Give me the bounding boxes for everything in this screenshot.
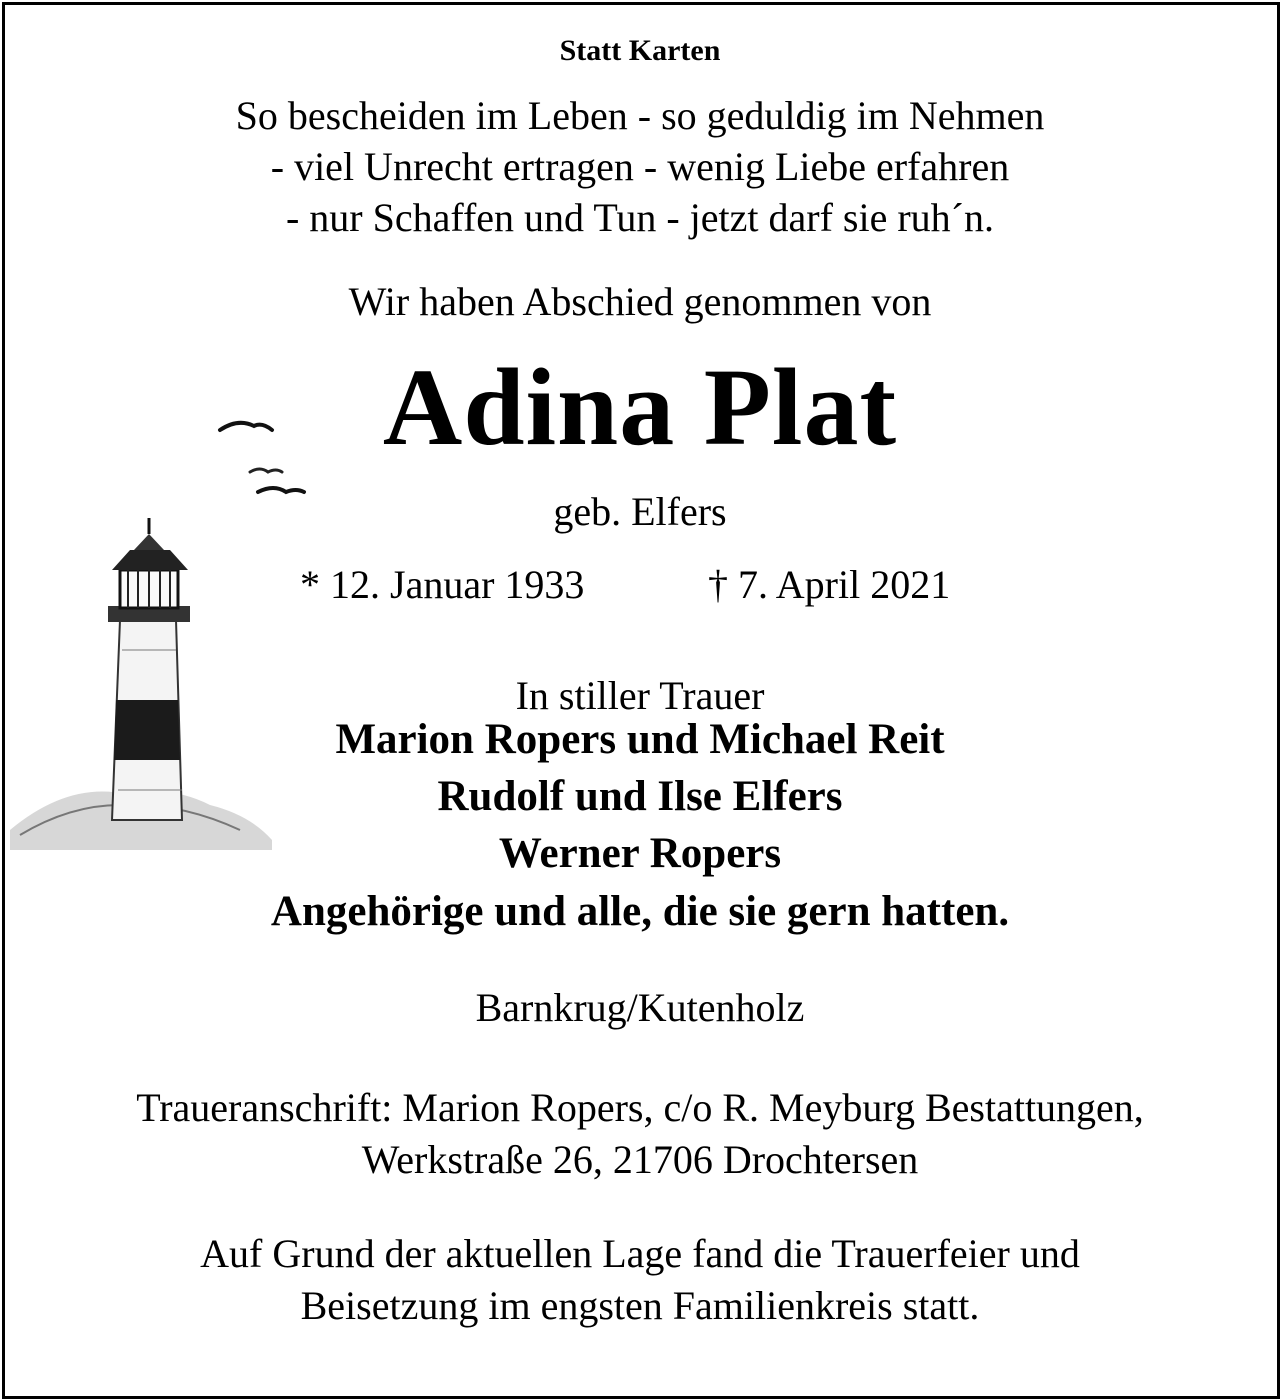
maiden-name: geb. Elfers: [553, 489, 727, 534]
note-line-2: Beisetzung im engsten Familienkreis statt.: [300, 1283, 980, 1328]
lighthouse-icon: [10, 410, 310, 870]
mourning-line: In stiller Trauer: [515, 673, 765, 718]
note-line-1: Auf Grund der aktuellen Lage fand die Trauerfeier und: [200, 1231, 1080, 1276]
poem-line-1: So bescheiden im Leben - so geduldig im Nehmen: [235, 93, 1045, 138]
birds-icon: [220, 423, 304, 492]
death-date: † 7. April 2021: [708, 562, 951, 607]
poem-line-2: - viel Unrecht ertragen - wenig Liebe erfahren: [270, 144, 1010, 189]
mourner-1: Marion Ropers und Michael Reit: [335, 716, 945, 763]
farewell-intro: Wir haben Abschied genommen von: [348, 279, 932, 324]
place: Barnkrug/Kutenholz: [475, 985, 805, 1030]
mourner-4: Angehörige und alle, die sie gern hatten.: [270, 888, 1010, 935]
header-statt-karten: Statt Karten: [559, 34, 721, 67]
birth-date: * 12. Januar 1933: [300, 562, 585, 607]
mourner-3: Werner Ropers: [498, 830, 782, 877]
address-line-1: Traueranschrift: Marion Ropers, c/o R. Meyburg Bestattungen,: [136, 1085, 1144, 1130]
address-line-2: Werkstraße 26, 21706 Drochtersen: [361, 1137, 919, 1182]
deceased-name: Adina Plat: [382, 346, 898, 468]
poem-line-3: - nur Schaffen und Tun - jetzt darf sie ruh´n.: [285, 195, 994, 240]
mourner-2: Rudolf und Ilse Elfers: [437, 773, 843, 820]
